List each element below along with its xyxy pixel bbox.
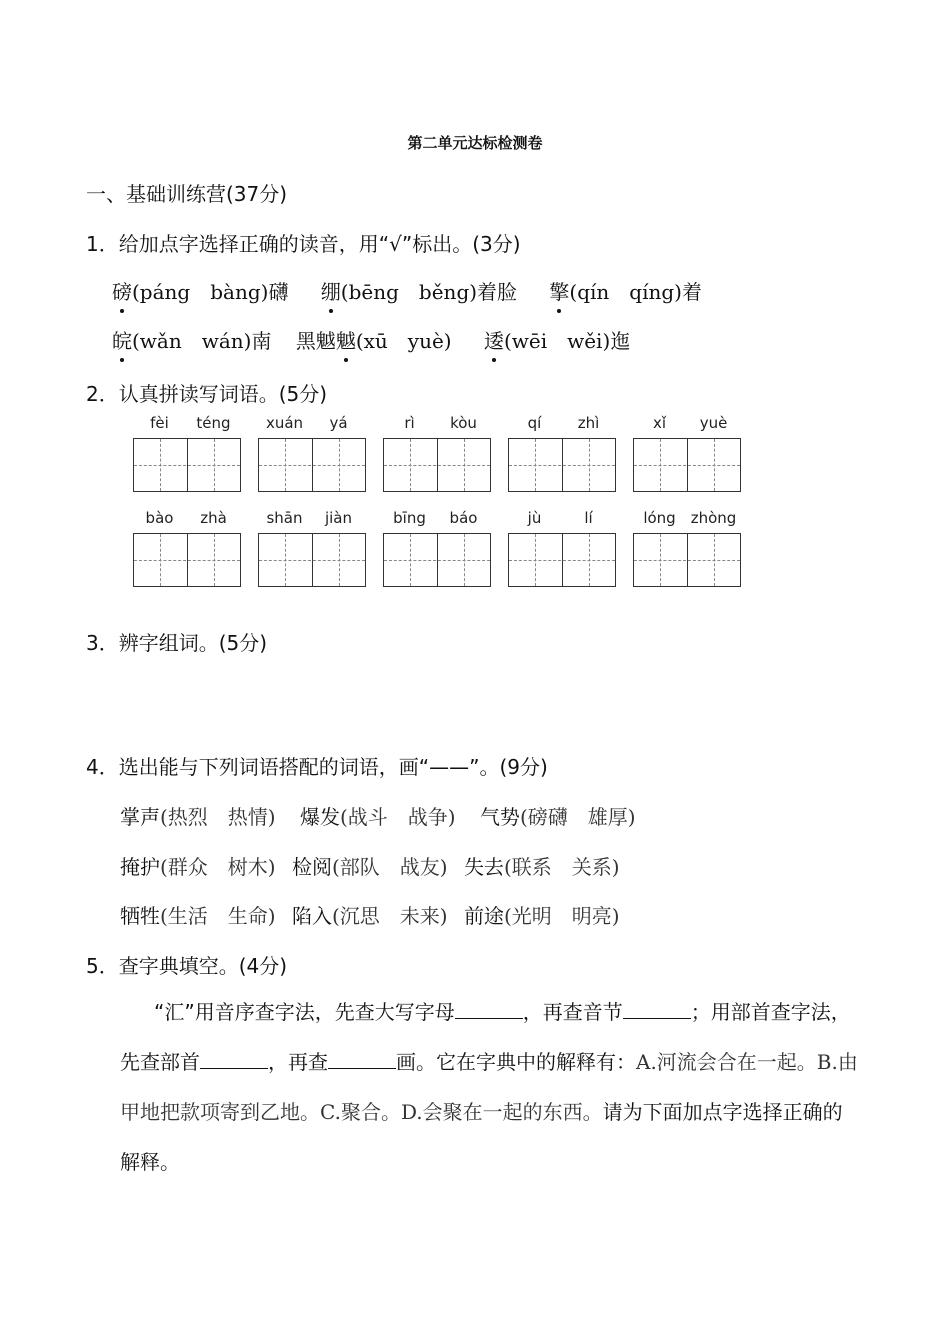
q4-word: 牺牲 xyxy=(120,904,160,928)
pinyin-syllable: xuán xyxy=(265,414,304,432)
pinyin-syllable: zhà xyxy=(200,509,227,527)
q3-heading: 3．辨字组词。(5分) xyxy=(86,631,268,655)
q1-item xyxy=(112,280,288,304)
dotted-char: 逶 xyxy=(484,325,504,354)
pinyin-options[interactable]: (wēi wěi) xyxy=(503,329,611,353)
fill-blank[interactable] xyxy=(455,1000,523,1019)
q1-item xyxy=(484,329,630,353)
writing-box[interactable] xyxy=(258,533,366,587)
q4-word: 陷入 xyxy=(291,904,332,928)
pinyin-syllable: lí xyxy=(584,509,593,527)
pinyin-syllable: téng xyxy=(196,414,231,432)
fill-blank[interactable] xyxy=(328,1050,396,1069)
q4-word: 检阅 xyxy=(291,855,332,879)
pinyin-syllable: bào xyxy=(145,509,174,527)
q4-row-3 xyxy=(120,900,620,929)
q4-word: 前途 xyxy=(463,904,504,928)
q4-options[interactable]: (群众 树木) xyxy=(160,855,276,879)
q4-word: 失去 xyxy=(463,855,504,879)
word-rest: 迤 xyxy=(610,329,631,353)
writing-box[interactable] xyxy=(508,438,616,492)
q4-word: 掌声 xyxy=(120,805,160,829)
dotted-char: 魆 xyxy=(336,325,356,354)
q1-item xyxy=(549,280,702,304)
word-rest: 礴 xyxy=(268,280,289,304)
word-rest: 着 xyxy=(681,280,702,304)
pinyin-syllable: jiàn xyxy=(324,509,353,527)
pinyin-options[interactable]: (xū yuè) xyxy=(355,329,452,353)
q4-heading: 4．选出能与下列词语搭配的词语，画“——”。(9分) xyxy=(86,755,548,779)
q4-options[interactable]: (沉思 未来) xyxy=(331,904,448,928)
q1-row-2 xyxy=(112,325,630,354)
q1-item xyxy=(296,329,452,353)
pinyin-syllable: kòu xyxy=(450,414,477,432)
q5-text: “汇”用音序查字法，先查大写字母 xyxy=(154,1000,455,1024)
writing-box[interactable] xyxy=(633,533,741,587)
pinyin-syllable: rì xyxy=(404,414,415,432)
q1-item xyxy=(321,280,517,304)
q1-item xyxy=(112,329,271,353)
q2-heading: 2．认真拼读写词语。(5分) xyxy=(86,382,328,406)
q5-text: ，再查音节 xyxy=(522,1000,623,1024)
pinyin-syllable: lóng xyxy=(643,509,676,527)
pinyin-options[interactable]: (bēng běng) xyxy=(340,280,478,304)
q1-row-1 xyxy=(112,276,702,305)
section-1-heading: 一、基础训练营(37分) xyxy=(86,182,288,206)
q4-options[interactable]: (部队 战友) xyxy=(331,855,448,879)
writing-box[interactable] xyxy=(508,533,616,587)
dotted-char: 皖 xyxy=(112,325,132,354)
fill-blank[interactable] xyxy=(623,1000,691,1019)
pinyin-syllable: báo xyxy=(449,509,478,527)
word-rest: 着脸 xyxy=(477,280,518,304)
fill-blank[interactable] xyxy=(200,1050,268,1069)
q5-heading: 5．查字典填空。(4分) xyxy=(86,954,288,978)
pinyin-syllable: yuè xyxy=(699,414,728,432)
q4-options[interactable]: (热烈 热情) xyxy=(160,805,276,829)
dotted-char: 磅 xyxy=(112,276,132,305)
q4-options[interactable]: (战斗 战争) xyxy=(339,805,456,829)
pinyin-options[interactable]: (wǎn wán) xyxy=(132,329,252,353)
word-rest: 南 xyxy=(251,329,272,353)
page-title: 第二单元达标检测卷 xyxy=(407,134,543,152)
q4-word: 气势 xyxy=(479,805,520,829)
dotted-char: 绷 xyxy=(321,276,341,305)
pinyin-syllable: shān xyxy=(266,509,303,527)
pinyin-syllable: fèi xyxy=(150,414,169,432)
pinyin-syllable: qí xyxy=(527,414,542,432)
pinyin-syllable: jù xyxy=(527,509,542,527)
dotted-char: 擎 xyxy=(549,276,569,305)
q5-definitions: A.河流会合在一起。B.由甲地把款项寄到乙地。C.聚合。D.会聚在一起的东西。 xyxy=(120,1050,858,1124)
writing-box[interactable] xyxy=(258,438,366,492)
pinyin-syllable: zhòng xyxy=(690,509,737,527)
writing-box[interactable] xyxy=(383,533,491,587)
q4-options[interactable]: (光明 明亮) xyxy=(503,904,620,928)
q5-paragraph xyxy=(120,987,862,1187)
q4-row-2 xyxy=(120,851,620,880)
pinyin-syllable: bīng xyxy=(393,509,426,527)
q4-options[interactable]: (联系 关系) xyxy=(503,855,620,879)
q4-options[interactable]: (磅礴 雄厚) xyxy=(519,805,636,829)
q5-text: 请为下面加点字选择正确的解释。 xyxy=(120,1100,843,1174)
q4-word: 掩护 xyxy=(120,855,160,879)
pinyin-options[interactable]: (qín qíng) xyxy=(569,280,682,304)
pinyin-syllable: xǐ xyxy=(652,414,667,432)
writing-box[interactable] xyxy=(133,533,241,587)
writing-box[interactable] xyxy=(133,438,241,492)
q4-options[interactable]: (生活 生命) xyxy=(160,904,276,928)
pinyin-syllable: yá xyxy=(329,414,348,432)
word-prefix: 黑魆 xyxy=(295,329,336,353)
q1-heading: 1．给加点字选择正确的读音，用“√”标出。(3分) xyxy=(86,232,521,256)
writing-box[interactable] xyxy=(383,438,491,492)
pinyin-options[interactable]: (páng bàng) xyxy=(132,280,269,304)
q4-word: 爆发 xyxy=(299,805,340,829)
q5-text: ，再查 xyxy=(268,1050,328,1074)
q5-text: ；用部首查字法，先查部首 xyxy=(120,1000,851,1074)
q5-text: 画。它在字典中的解释有： xyxy=(396,1050,636,1074)
pinyin-syllable: zhì xyxy=(577,414,600,432)
writing-box[interactable] xyxy=(633,438,741,492)
q4-row-1 xyxy=(120,801,636,830)
